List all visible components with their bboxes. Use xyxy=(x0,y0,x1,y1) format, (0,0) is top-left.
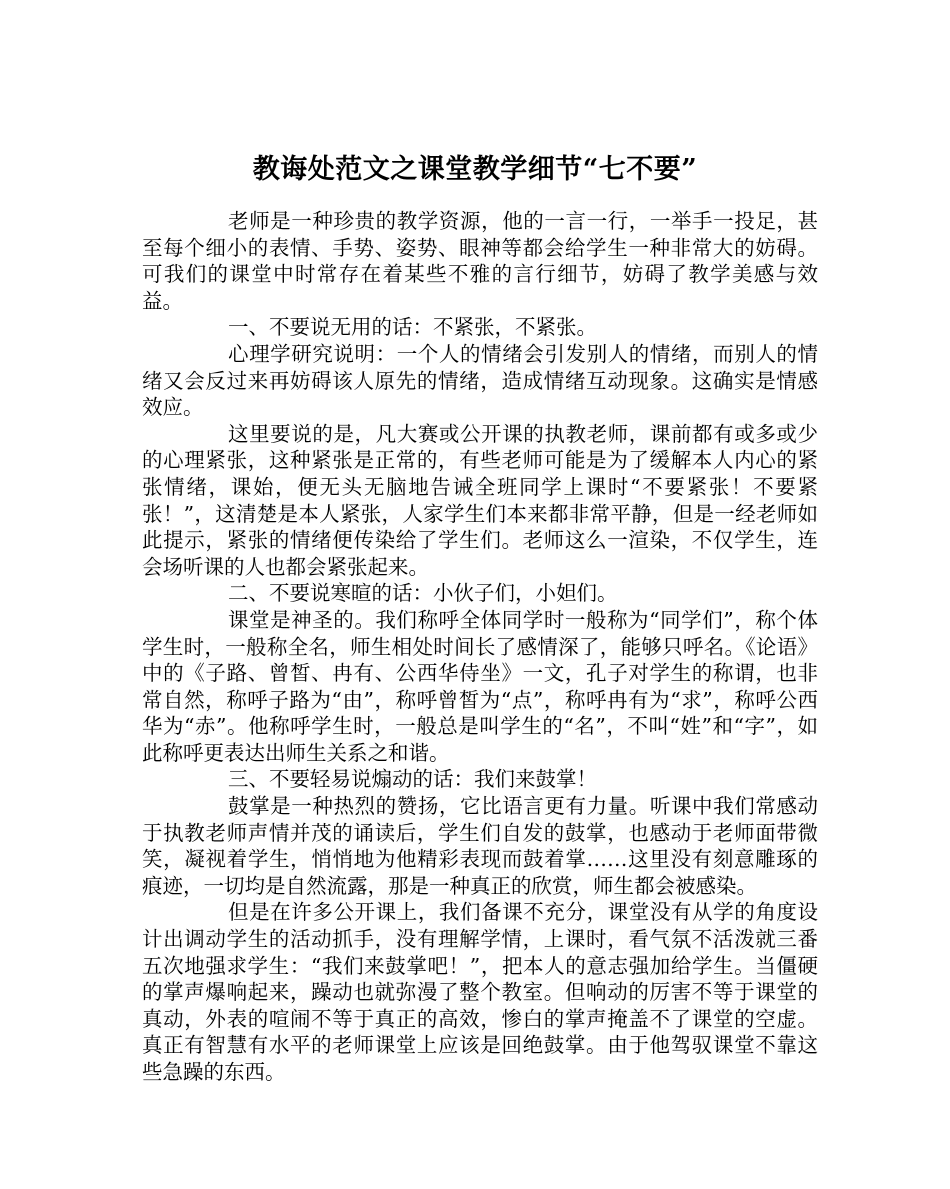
paragraph: 课堂是神圣的。我们称呼全体同学时一般称为“同学们”，称个体学生时，一般称全名，师生相处时间长了感情深了，能够只呼名。《论语》中的《子路、曾皙、冉有、公西华侍坐》一文，孔子对学生的称谓，也非常自然，称呼子路为“由”，称呼曾皙为“点”，称呼冉有为“求”，称呼公西华为“赤”。他称呼学生时，一般总是叫学生的“名”，不叫“姓”和“字”，如此称呼更表达出师生关系之和谐。 xyxy=(142,607,818,765)
section-heading-2: 二、不要说寒暄的话：小伙子们，小妲们。 xyxy=(228,581,618,606)
paragraph: 鼓掌是一种热烈的赞扬，它比语言更有力量。听课中我们常感动于执教老师声情并茂的诵读后，学生们自发的鼓掌，也感动于老师面带微笑，凝视着学生，悄悄地为他精彩表现而鼓着掌……这里没有刻意雕琢的痕迹，一切均是自然流露，那是一种真正的欣赏，师生都会被感染。 xyxy=(142,794,818,898)
section-heading-1: 一、不要说无用的话：不紧张，不紧张。 xyxy=(228,315,597,340)
section-heading-3: 三、不要轻易说煽动的话：我们来鼓掌！ xyxy=(228,767,597,792)
document-title: 教诲处范文之课堂教学细节“七不要” xyxy=(252,154,698,186)
paragraph: 但是在许多公开课上，我们备课不充分，课堂没有从学的角度设计出调动学生的活动抓手，没有理解学情，上课时，看气氛不活泼就三番五次地强求学生：“我们来鼓掌吧！”，把本人的意志强加给学生。当僵硬的掌声爆响起来，躁动也就弥漫了整个教室。但响动的厉害不等于课堂的真动，外表的喧闹不等于真正的高效，惨白的掌声掩盖不了课堂的空虚。真正有智慧有水平的老师课堂上应该是回绝鼓掌。由于他驾驭课堂不靠这些急躁的东西。 xyxy=(142,900,818,1084)
paragraph-intro: 老师是一种珍贵的教学资源，他的一言一行，一举手一投足，甚至每个细小的表情、手势、姿势、眼神等都会给学生一种非常大的妨碍。可我们的课堂中时常存在着某些不雅的言行细节，妨碍了教学美感与效益。 xyxy=(142,209,818,313)
paragraph: 这里要说的是，凡大赛或公开课的执教老师，课前都有或多或少的心理紧张，这种紧张是正常的，有些老师可能是为了缓解本人内心的紧张情绪，课始，便无头无脑地告诫全班同学上课时“不要紧张！不要紧张！”，这清楚是本人紧张，人家学生们本来都非常平静，但是一经老师如此提示，紧张的情绪便传染给了学生们。老师这么一渲染，不仅学生，连会场听课的人也都会紧张起来。 xyxy=(142,421,818,579)
paragraph: 心理学研究说明：一个人的情绪会引发别人的情绪，而别人的情绪又会反过来再妨碍该人原先的情绪，造成情绪互动现象。这确实是情感效应。 xyxy=(142,341,818,420)
document-body xyxy=(142,208,818,1086)
